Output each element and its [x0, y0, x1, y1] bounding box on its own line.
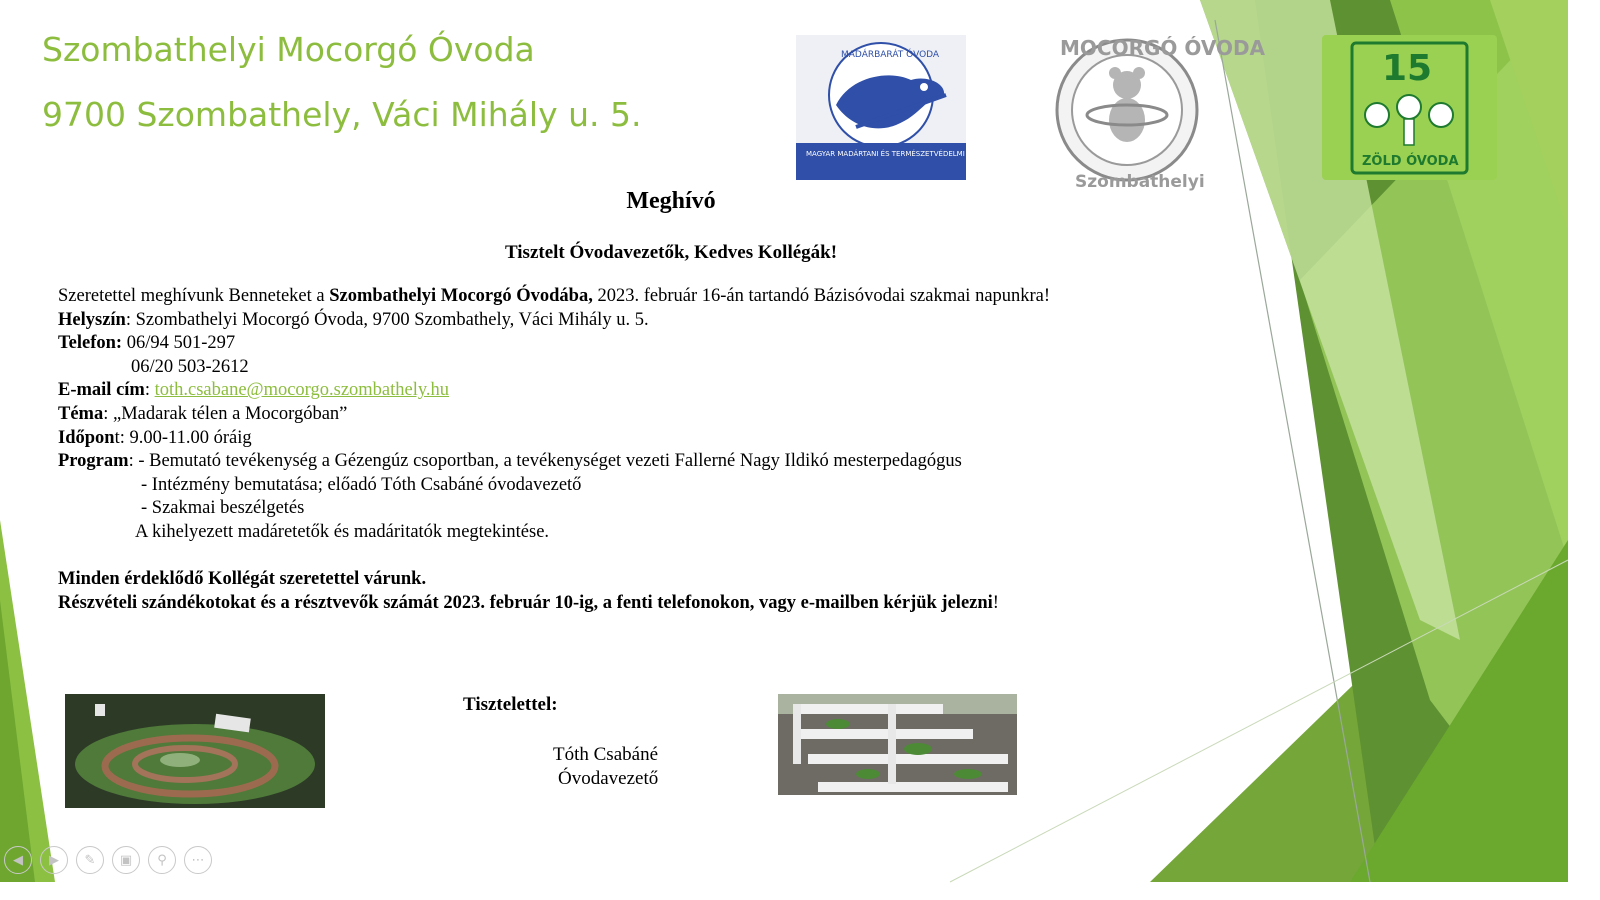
closing-label: Tisztelettel: — [463, 694, 558, 715]
location-label: Helyszín — [58, 309, 126, 330]
slideshow-controls — [4, 846, 212, 874]
time-line — [58, 427, 1050, 451]
program-line-3 — [58, 497, 1050, 521]
email-label: E-mail cím — [58, 380, 145, 401]
program-note-line — [58, 521, 1050, 545]
prev-icon[interactable]: ◀ — [4, 846, 32, 874]
phone-line-2 — [58, 356, 1050, 380]
program-line — [58, 450, 1050, 474]
spacer — [58, 545, 1050, 569]
pallet-garden-photo — [778, 694, 1017, 795]
green-logo-number: 15 — [1382, 48, 1433, 89]
mocorgo-ovoda-logo — [1040, 15, 1266, 195]
intro-bold-text: Szombathelyi Mocorgó Óvodába, — [329, 286, 593, 306]
signatory-name: Tóth Csabáné — [553, 744, 659, 765]
pen-icon[interactable]: ✎ — [76, 846, 104, 874]
location-line — [58, 309, 1050, 333]
phone-1: 06/94 501-297 — [122, 333, 236, 354]
welcome-text: Minden érdeklődő Kollégát szeretettel várunk. — [58, 569, 427, 590]
email-line — [58, 379, 1050, 403]
phone-label: Telefon: — [58, 333, 123, 354]
program-item: : - Bemutató tevékenység a Gézengúz csoportban, a tevékenységet vezeti Fallerné Nagy Ildikó mesterpedagógus — [128, 451, 962, 472]
zold-ovoda-logo — [1322, 35, 1497, 180]
org-address: 9700 Szombathely, Váci Mihály u. 5. — [42, 95, 642, 134]
program-line-2 — [58, 474, 1050, 498]
mocorgo-logo-top-text: MOCORGÓ ÓVODA — [1060, 36, 1266, 60]
mocorgo-logo-bottom-text: Szombathelyi — [1075, 172, 1205, 192]
zoom-icon[interactable]: ⚲ — [148, 846, 176, 874]
invitation-title: Meghívó — [626, 188, 716, 214]
program-label: Program — [58, 451, 129, 472]
time-value: t: 9.00-11.00 óráig — [114, 427, 252, 448]
more-icon[interactable]: ⋯ — [184, 846, 212, 874]
slides-icon[interactable]: ▣ — [112, 846, 140, 874]
rsvp-line — [58, 592, 1050, 616]
email-separator: : — [144, 380, 155, 401]
topic-label: Téma — [58, 403, 104, 424]
program-item: - Szakmai beszélgetés — [141, 498, 305, 519]
phone-line — [58, 332, 1050, 356]
intro-line — [58, 285, 1050, 309]
email-link[interactable]: toth.csabane@mocorgo.szombathely.hu — [154, 380, 450, 401]
org-name: Szombathelyi Mocorgó Óvoda — [42, 30, 535, 69]
madarbarat-ovoda-logo — [796, 35, 1008, 180]
location-value: : Szombathelyi Mocorgó Óvoda, 9700 Szombathely, Váci Mihály u. 5. — [125, 309, 649, 330]
welcome-line — [58, 568, 1050, 592]
signatory-role: Óvodavezető — [558, 768, 659, 789]
bird-logo-top-text: MADÁRBARÁT ÓVODA — [841, 50, 940, 60]
bird-logo-bottom-text: MAGYAR MADÁRTANI ÉS TERMÉSZETVÉDELMI EGYESÜLET — [806, 150, 1008, 158]
rsvp-end: ! — [992, 592, 999, 613]
herb-spiral-photo — [65, 694, 325, 808]
phone-2: 06/20 503-2612 — [131, 356, 249, 377]
rsvp-text: Részvételi szándékotokat és a résztvevők számát 2023. február 10-ig, a fenti telefonokon, vagy e-mailben kérjük jelezni — [58, 592, 993, 613]
invitation-body — [58, 285, 1050, 615]
topic-line — [58, 403, 1050, 427]
program-item: - Intézmény bemutatása; előadó Tóth Csabáné óvodavezető — [141, 474, 582, 495]
program-note: A kihelyezett madáretetők és madáritatók megtekintése. — [135, 521, 550, 542]
topic-value: : „Madarak télen a Mocorgóban” — [103, 403, 348, 424]
green-logo-text: ZÖLD ÓVODA — [1362, 154, 1459, 169]
time-label: Időpon — [58, 427, 115, 448]
invitation-greeting: Tisztelt Óvodavezetők, Kedves Kollégák! — [504, 242, 838, 263]
intro-text: Szeretettel meghívunk Benneteket a — [58, 286, 330, 306]
next-icon[interactable]: ▶ — [40, 846, 68, 874]
intro-date-text: 2023. február 16-án tartandó Bázisóvodai szakmai napunkra! — [592, 286, 1051, 306]
